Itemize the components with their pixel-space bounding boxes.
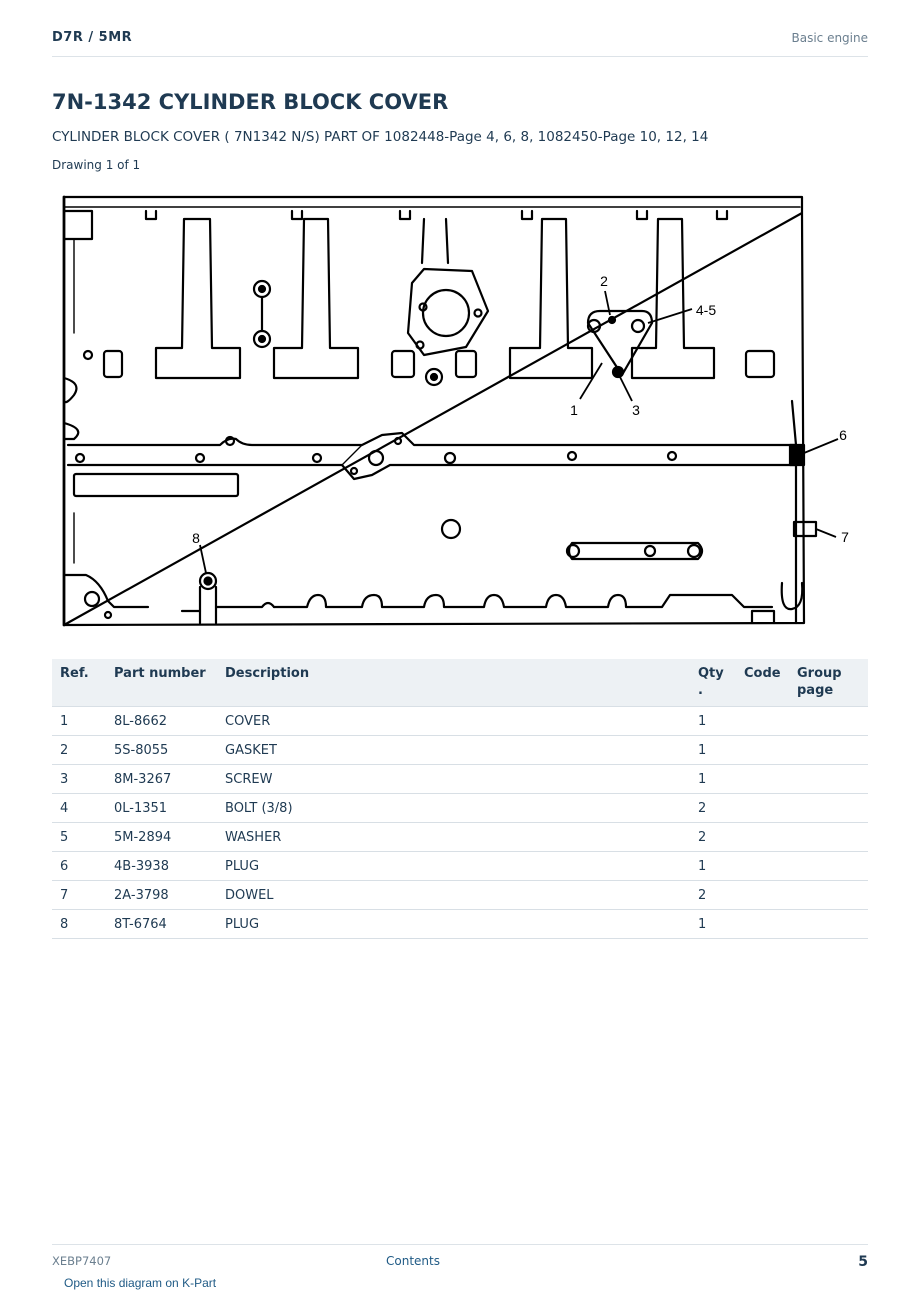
cell-part-number: 2A-3798 bbox=[106, 881, 217, 910]
table-row bbox=[52, 794, 868, 823]
cell-code bbox=[736, 852, 789, 881]
cell-group-page bbox=[789, 852, 868, 881]
table-row bbox=[52, 707, 868, 736]
cell-group-page bbox=[789, 765, 868, 794]
cell-code bbox=[736, 910, 789, 939]
cell-part-number: 8T-6764 bbox=[106, 910, 217, 939]
cell-group-page bbox=[789, 794, 868, 823]
page-number: 5 bbox=[858, 1254, 868, 1270]
drawing-count: Drawing 1 of 1 bbox=[52, 158, 141, 172]
cell-qty: 1 bbox=[690, 910, 736, 939]
cell-group-page bbox=[789, 910, 868, 939]
callout-8: 8 bbox=[192, 530, 200, 546]
cell-code bbox=[736, 823, 789, 852]
cell-code bbox=[736, 707, 789, 736]
cell-part-number: 8M-3267 bbox=[106, 765, 217, 794]
callout-1: 1 bbox=[570, 402, 578, 418]
model-label: D7R / 5MR bbox=[52, 30, 133, 45]
diagram-drawing bbox=[52, 183, 868, 638]
kpart-diagram-link[interactable]: Open this diagram on K-Part bbox=[64, 1276, 217, 1290]
callout-3: 3 bbox=[632, 402, 640, 418]
table-row bbox=[52, 823, 868, 852]
cell-qty: 2 bbox=[690, 794, 736, 823]
cell-part-number: 8L-8662 bbox=[106, 707, 217, 736]
table-row bbox=[52, 910, 868, 939]
cell-ref: 5 bbox=[52, 823, 106, 852]
header-group-page: Group page bbox=[789, 659, 868, 707]
parts-table-header bbox=[52, 659, 868, 707]
cell-ref: 3 bbox=[52, 765, 106, 794]
callout-2: 2 bbox=[600, 273, 608, 289]
header-code: Code bbox=[736, 659, 789, 707]
parts-table bbox=[52, 659, 868, 939]
cell-part-number: 5S-8055 bbox=[106, 736, 217, 765]
cell-group-page bbox=[789, 823, 868, 852]
cylinder-block-cover-diagram bbox=[52, 183, 868, 638]
table-row bbox=[52, 736, 868, 765]
cell-ref: 2 bbox=[52, 736, 106, 765]
callout-6: 6 bbox=[839, 427, 847, 443]
table-row bbox=[52, 881, 868, 910]
cell-description: COVER bbox=[217, 707, 690, 736]
document-id: XEBP7407 bbox=[52, 1254, 112, 1268]
cell-code bbox=[736, 794, 789, 823]
callout-4-5: 4-5 bbox=[695, 302, 717, 318]
cell-code bbox=[736, 881, 789, 910]
cell-group-page bbox=[789, 736, 868, 765]
cell-code bbox=[736, 765, 789, 794]
cell-qty: 2 bbox=[690, 823, 736, 852]
contents-link[interactable]: Contents bbox=[386, 1254, 440, 1268]
header-description: Description bbox=[217, 659, 690, 707]
cell-ref: 1 bbox=[52, 707, 106, 736]
cell-description: BOLT (3/8) bbox=[217, 794, 690, 823]
cell-qty: 1 bbox=[690, 707, 736, 736]
cell-group-page bbox=[789, 707, 868, 736]
cell-qty: 1 bbox=[690, 852, 736, 881]
cell-qty: 1 bbox=[690, 765, 736, 794]
cell-description: WASHER bbox=[217, 823, 690, 852]
callout-leaders bbox=[200, 291, 838, 573]
parts-table-body bbox=[52, 707, 868, 939]
page-header bbox=[52, 28, 868, 57]
cell-description: PLUG bbox=[217, 852, 690, 881]
cell-description: PLUG bbox=[217, 910, 690, 939]
header-qty: Qty . bbox=[690, 659, 736, 707]
page-subtitle: CYLINDER BLOCK COVER ( 7N1342 N/S) PART OF 1082448-Page 4, 6, 8, 1082450-Page 10, 12, 14 bbox=[52, 129, 709, 145]
header-part-number: Part number bbox=[106, 659, 217, 707]
cell-group-page bbox=[789, 881, 868, 910]
cell-qty: 1 bbox=[690, 736, 736, 765]
cell-ref: 6 bbox=[52, 852, 106, 881]
cell-part-number: 0L-1351 bbox=[106, 794, 217, 823]
header-ref: Ref. bbox=[52, 659, 106, 707]
cell-part-number: 4B-3938 bbox=[106, 852, 217, 881]
page-title: 7N-1342 CYLINDER BLOCK COVER bbox=[52, 90, 449, 114]
cell-description: DOWEL bbox=[217, 881, 690, 910]
cell-ref: 8 bbox=[52, 910, 106, 939]
section-label: Basic engine bbox=[791, 31, 868, 45]
callout-7: 7 bbox=[841, 529, 849, 545]
cell-qty: 2 bbox=[690, 881, 736, 910]
cell-description: SCREW bbox=[217, 765, 690, 794]
cell-description: GASKET bbox=[217, 736, 690, 765]
table-row bbox=[52, 765, 868, 794]
page-footer bbox=[52, 1244, 868, 1275]
cell-ref: 4 bbox=[52, 794, 106, 823]
cell-part-number: 5M-2894 bbox=[106, 823, 217, 852]
cell-code bbox=[736, 736, 789, 765]
table-row bbox=[52, 852, 868, 881]
cell-ref: 7 bbox=[52, 881, 106, 910]
